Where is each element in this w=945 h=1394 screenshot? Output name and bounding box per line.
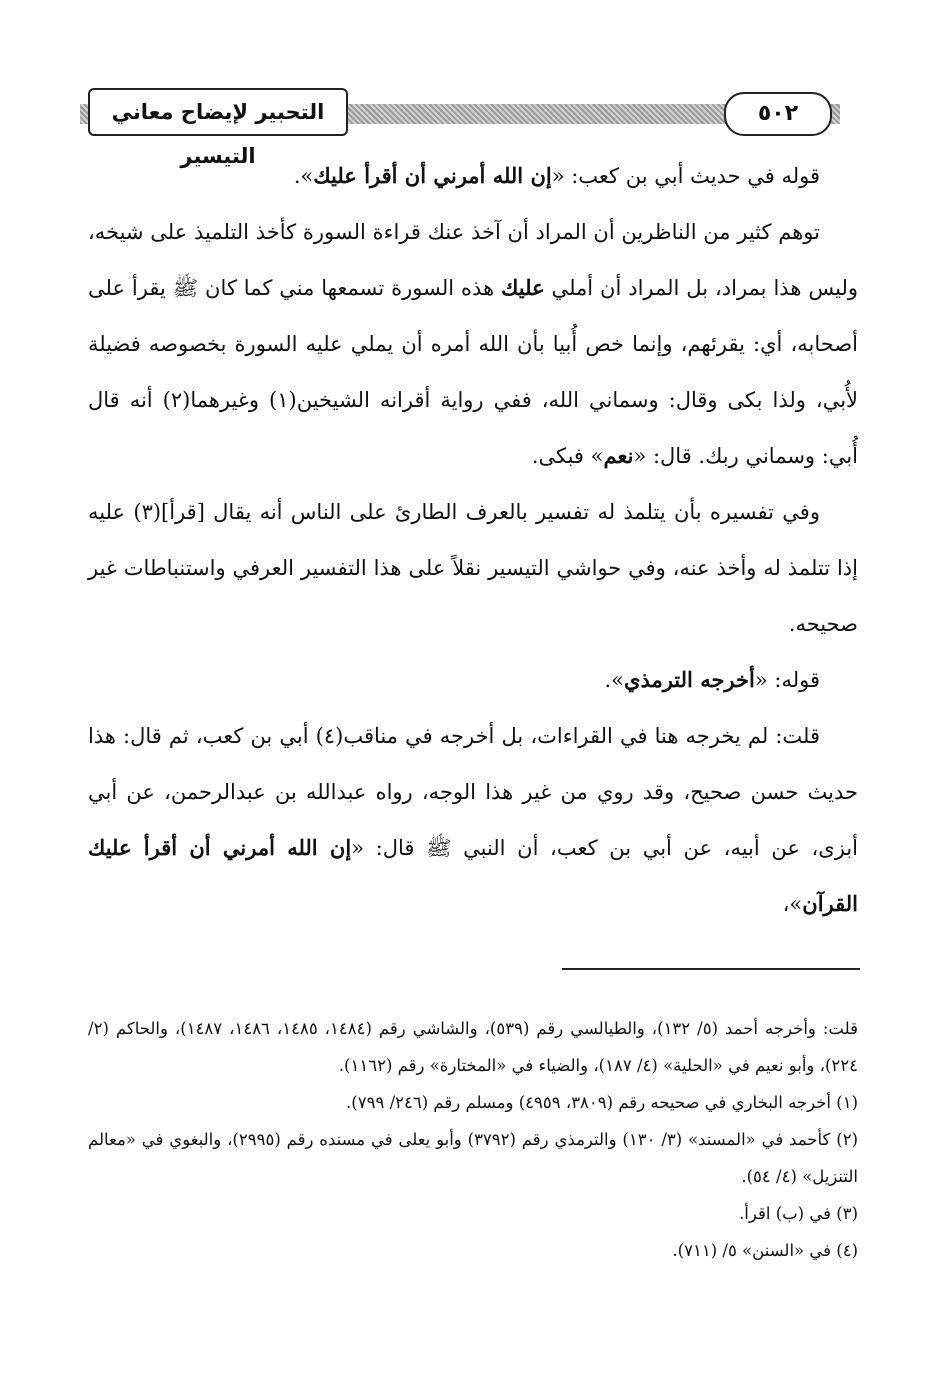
- footnote-separator: [562, 968, 860, 970]
- paragraph-quote: [88, 652, 858, 708]
- text-run: أبي بن كعب، ثم قال: هذا حديث حسن صحيح، وقد روي من غير هذا الوجه، رواه عبدالله بن عبدالرحمن، عن أبي أبزى، عن أبيه، عن أبي بن كعب، أن النبي ﷺ قال: «: [88, 724, 859, 860]
- footnote: (٣) في (ب) اقرأ.: [739, 1204, 858, 1223]
- footnote-ref: (٣): [133, 500, 162, 524]
- footnote: (٤) في «السنن» ٥/ (٧١١).: [672, 1241, 858, 1260]
- paragraph-quote: [88, 148, 858, 204]
- text-run: توهم كثير من الناظرين أن المراد أن آخذ عنك قراءة السورة كأخذ التلميذ على شيخه، وليس هذا بمراد، بل المراد أن أملي: [88, 220, 858, 300]
- emphasis: عليك: [501, 275, 545, 300]
- text-run: » فبكى.: [531, 444, 604, 468]
- quoted-phrase: أخرجه الترمذي: [624, 667, 755, 692]
- page-number: ٥٠٢: [724, 92, 832, 136]
- paragraph-source: [88, 708, 858, 932]
- quoted-hadith: إن الله أمرني أن أقرأ عليك القرآن: [88, 835, 858, 916]
- text-run: قلت: لم يخرجه هنا في القراءات، بل أخرجه في مناقب: [343, 724, 821, 748]
- main-text: [88, 148, 858, 932]
- paragraph-interpretation: [88, 484, 858, 652]
- footnote: (١) أخرجه البخاري في صحيحه رقم (٣٨٠٩، ٤٩٥٩) ومسلم رقم (٢٤٦/ ٧٩٩).: [346, 1093, 858, 1112]
- quoted-hadith: إن الله أمرني أن أقرأ عليك: [313, 163, 552, 188]
- footnote: قلت: وأخرجه أحمد (٥/ ١٣٢)، والطيالسي رقم (٥٣٩)، والشاشي رقم (١٤٨٤، ١٤٨٥، ١٤٨٦، ١٤٨٧)، والحاكم (٢/ ٢٢٤)، وأبو نعيم في «الحلية» (٤/ ١٨٧)، والضياء في «المختارة» رقم (١١٦٢).: [88, 1019, 858, 1075]
- text-run: قوله في حديث أبي بن كعب: «: [551, 164, 820, 188]
- text-run: هذه السورة تسمعها مني كما كان ﷺ يقرأ على أصحابه، أي: يقرئهم، وإنما خص أُبيا بأن الله أمره أن يملي عليه السورة بخصوصه فضيلة لأُبي، ولذا بكى وقال: وسماني الله، ففي رواية أقرانه الشيخين: [88, 276, 859, 412]
- text-run: ».: [293, 164, 314, 188]
- text-run: وفي تفسيره بأن يتلمذ له تفسير بالعرف الطارئ على الناس أنه يقال [قرأ]: [161, 500, 820, 524]
- footnotes: [88, 1010, 858, 1269]
- paragraph-commentary: [88, 204, 858, 484]
- footnote-ref: (٤): [315, 724, 344, 748]
- book-title: التحبير لإيضاح معاني التيسير: [88, 88, 348, 136]
- emphasis: نعم: [603, 443, 634, 468]
- footnote-ref: (١): [269, 388, 297, 412]
- footnote: (٢) كأحمد في «المسند» (٣/ ١٣٠) والترمذي رقم (٣٧٩٢) وأبو يعلى في مسنده رقم (٢٩٩٥)، والبغوي في «معالم التنزيل» (٤/ ٥٤).: [88, 1130, 858, 1186]
- text-run: قوله: «: [754, 668, 820, 692]
- text-run: عليه إذا تتلمذ له وأخذ عنه، وفي حواشي التيسير نقلاً على هذا التفسير العرفي واستنباطات غير صحيحه.: [88, 500, 858, 636]
- footnote-ref: (٢): [162, 388, 191, 412]
- text-run: ».: [604, 668, 625, 692]
- running-header: [80, 92, 840, 168]
- text-run: أنه قال أُبي: وسماني ربك. قال: «: [88, 388, 858, 468]
- text-run: »،: [782, 892, 803, 916]
- text-run: وغيرهما: [190, 388, 270, 412]
